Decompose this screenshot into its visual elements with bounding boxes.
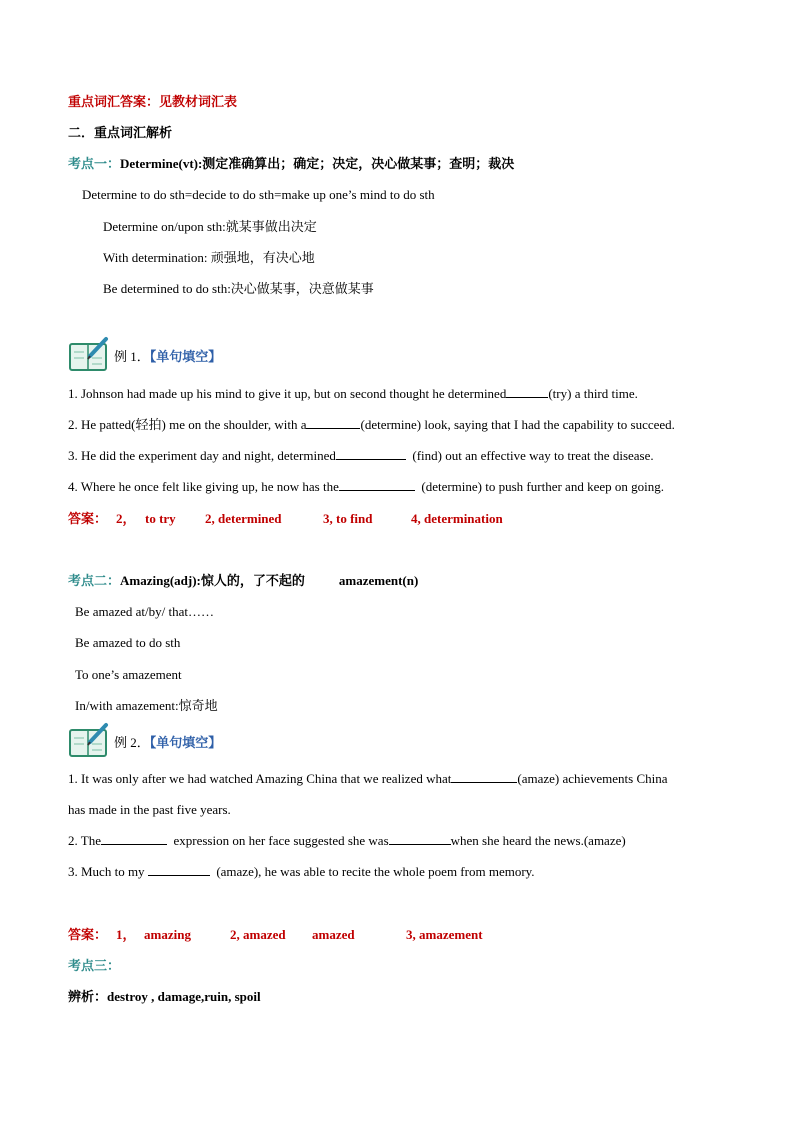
answer-item: amazing	[144, 927, 191, 942]
example1-answers	[68, 510, 503, 528]
q3-text-pre: 3. He did the experiment day and night, determined	[68, 448, 336, 463]
q1-text-pre: 1. It was only after we had watched Amazing China that we realized what	[68, 771, 452, 786]
answer-item: amazed	[312, 927, 355, 942]
point2-usage-2: Be amazed to do sth	[75, 635, 181, 650]
q1-text-pre: 1. Johnson had made up his mind to give it up, but on second thought he determined	[68, 386, 507, 401]
example2-q1-cont: has made in the past five years.	[68, 802, 231, 817]
q1-blank[interactable]	[506, 385, 548, 398]
example2-q1	[68, 770, 668, 788]
point2-usage-3: To one’s amazement	[75, 667, 182, 682]
q3-blank[interactable]	[148, 863, 210, 876]
notebook-pen-icon	[68, 722, 112, 758]
q3-text-post: (amaze), he was able to recite the whole poem from memory.	[216, 864, 535, 879]
q1-text-post: (amaze) achievements China	[517, 771, 668, 786]
example2-label: 例 2．	[114, 735, 150, 750]
answer-item: 2，	[116, 511, 136, 526]
point1-label: 考点一：	[68, 156, 121, 171]
q2-blank-2[interactable]	[389, 832, 451, 845]
example2-q2	[68, 832, 626, 850]
q4-blank[interactable]	[339, 478, 415, 491]
answer-label: 答案：	[68, 927, 108, 942]
q2-text-post: when she heard the news.(amaze)	[450, 833, 626, 848]
answer-label: 答案：	[68, 511, 108, 526]
point1-headword: Determine(vt):测定准确算出；确定；决定，决心做某事；查明；裁决	[120, 156, 515, 171]
example2-type: 【单句填空】	[149, 735, 222, 750]
example1-q4	[68, 478, 664, 496]
point1-usage-1: Determine to do sth=decide to do sth=make up one’s mind to do sth	[82, 187, 435, 202]
example2-q3	[68, 863, 535, 881]
point2-line	[68, 572, 418, 590]
answer-item: 2, amazed	[230, 927, 286, 942]
example1-q3	[68, 447, 654, 465]
q2-text-mid: expression on her face suggested she was	[173, 833, 389, 848]
answer-heading: 重点词汇答案：见教材词汇表	[68, 94, 238, 109]
q1-text-post: (try) a third time.	[548, 386, 638, 401]
answer-item: 1，	[116, 927, 136, 942]
q4-text-pre: 4. Where he once felt like giving up, he now has the	[68, 479, 339, 494]
point2-label: 考点二：	[68, 573, 121, 588]
point1-usage-4: Be determined to do sth:决心做某事，决意做某事	[103, 281, 374, 296]
notebook-pen-icon	[68, 336, 112, 372]
answer-item: 2, determined	[205, 511, 282, 526]
answer-item: 3, to find	[323, 511, 373, 526]
answer-item: 3, amazement	[406, 927, 483, 942]
answer-item: to try	[145, 511, 176, 526]
point1-usage-2: Determine on/upon sth:就某事做出决定	[103, 219, 317, 234]
q2-text-pre: 2. He patted(轻拍) me on the shoulder, with a	[68, 417, 307, 432]
point1-usage-3: With determination: 顽强地，有决心地	[103, 250, 315, 265]
q4-text-post: (determine) to push further and keep on going.	[421, 479, 664, 494]
example1-q1	[68, 385, 638, 403]
q2-text-pre: 2. The	[68, 833, 101, 848]
example1-heading	[114, 348, 221, 366]
q1-blank[interactable]	[451, 770, 517, 783]
q2-text-post: (determine) look, saying that I had the capability to succeed.	[360, 417, 675, 432]
point3-analysis: 辨析：destroy , damage,ruin, spoil	[68, 989, 261, 1004]
point2-noun: amazement(n)	[338, 573, 419, 588]
point2-usage-1: Be amazed at/by/ that……	[75, 604, 214, 619]
example2-answers	[68, 926, 483, 944]
q3-text-pre: 3. Much to my	[68, 864, 145, 879]
answer-item: 4, determination	[411, 511, 503, 526]
point1-line	[68, 155, 514, 173]
example1-type: 【单句填空】	[149, 349, 222, 364]
point2-headword: Amazing(adj):惊人的，了不起的	[120, 573, 305, 588]
example1-label: 例 1．	[114, 349, 150, 364]
point2-usage-4: In/with amazement:惊奇地	[75, 698, 218, 713]
section-title: 二．重点词汇解析	[68, 125, 173, 140]
q2-blank-1[interactable]	[101, 832, 167, 845]
q3-blank[interactable]	[336, 447, 406, 460]
q3-text-post: (find) out an effective way to treat the disease.	[412, 448, 654, 463]
example2-heading	[114, 734, 221, 752]
point3-label: 考点三：	[68, 958, 121, 973]
q2-blank[interactable]	[306, 416, 360, 429]
example1-q2	[68, 416, 675, 434]
